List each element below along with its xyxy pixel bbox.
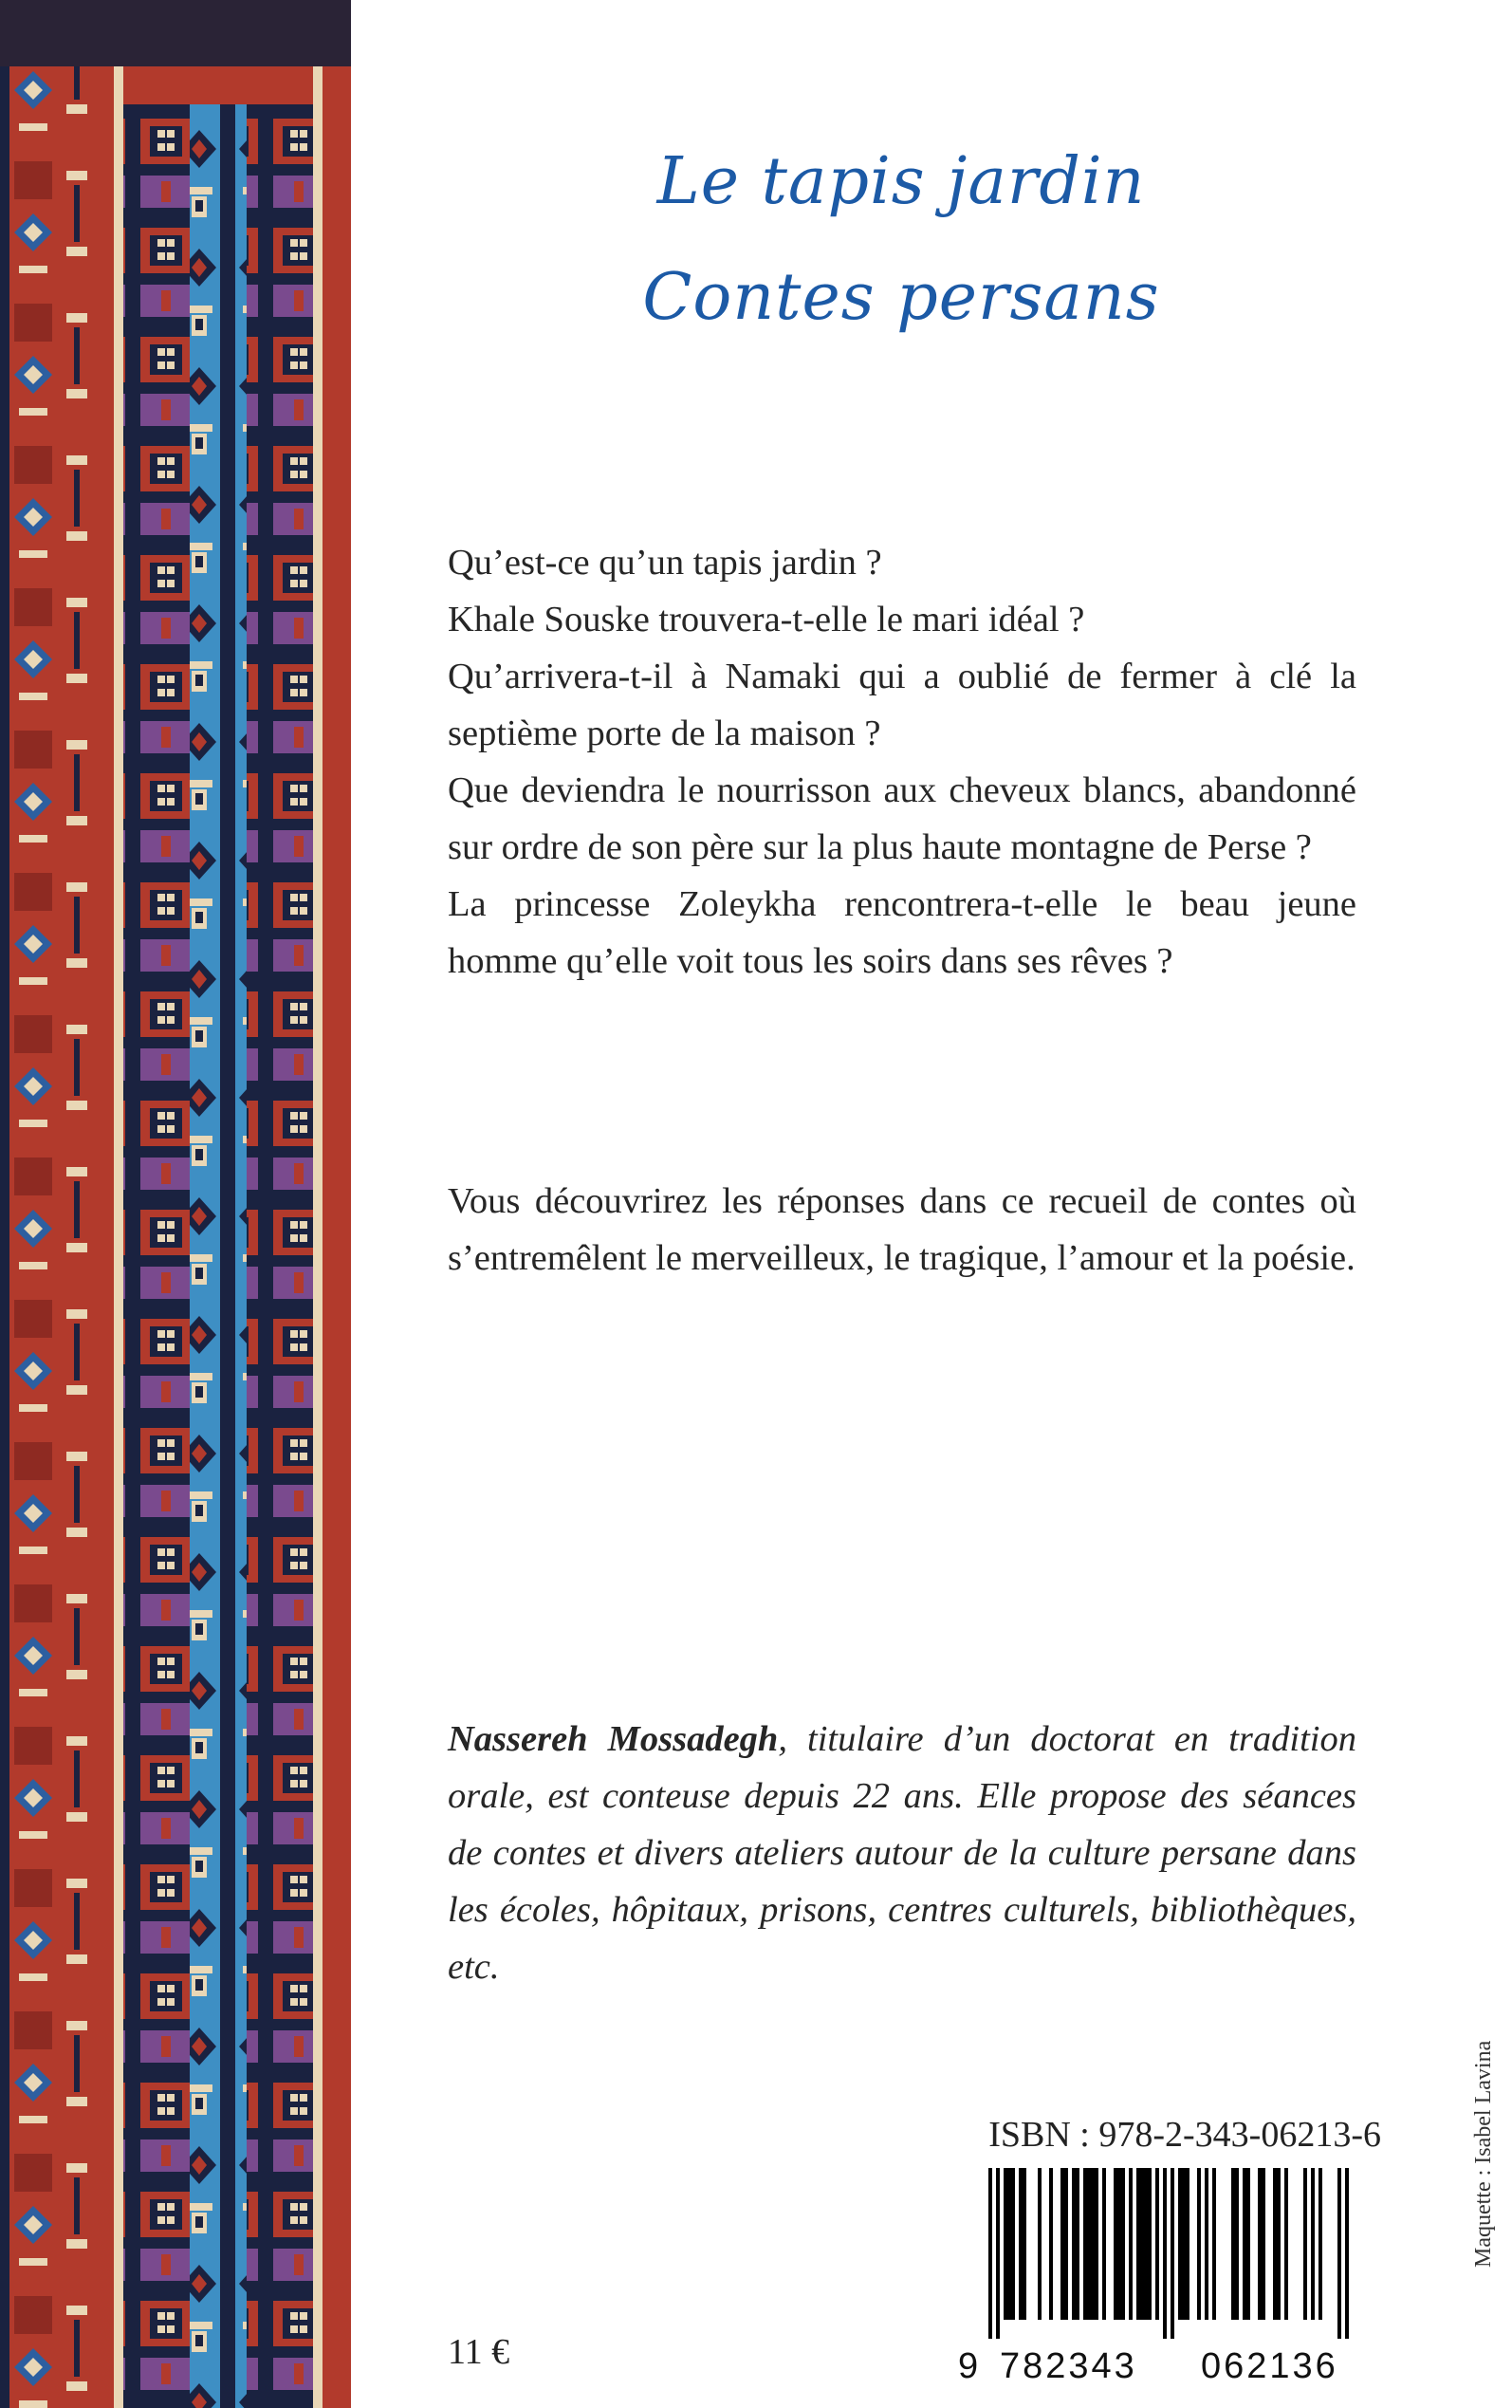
barcode <box>945 2168 1381 2386</box>
barcode-bar <box>1011 2168 1015 2320</box>
barcode-bar <box>1083 2168 1087 2320</box>
barcode-bar <box>1262 2168 1265 2320</box>
barcode-bars <box>945 2168 1381 2339</box>
carpet-border-image <box>0 0 351 2408</box>
barcode-bar <box>1076 2168 1079 2320</box>
question-2: Khale Souske trouvera-t-elle le mari idéal ? <box>448 600 1085 639</box>
question-1: Qu’est-ce qu’un tapis jardin ? <box>448 543 882 583</box>
barcode-bar <box>1345 2168 1349 2339</box>
barcode-bar <box>1235 2168 1239 2320</box>
barcode-bar <box>1337 2168 1341 2339</box>
barcode-bar <box>1243 2168 1246 2320</box>
barcode-bar <box>1019 2168 1023 2320</box>
barcode-bar <box>1258 2168 1262 2320</box>
barcode-bar <box>996 2168 1000 2339</box>
barcode-bar <box>1182 2168 1186 2320</box>
isbn-label: ISBN : 978-2-343-06213-6 <box>988 2115 1381 2155</box>
barcode-bar <box>1171 2168 1174 2339</box>
barcode-bar <box>1197 2168 1201 2320</box>
barcode-right-digits: 062136 <box>1201 2346 1338 2386</box>
design-credit: Maquette : Isabel Lavina <box>1471 2040 1496 2268</box>
book-subtitle: Contes persans <box>642 260 1160 335</box>
author-bio <box>448 1711 1356 1995</box>
question-3: Qu’arrivera-t-il à Namaki qui a oublié de fermer à clé la septième porte de la maison ? <box>448 657 1356 753</box>
barcode-bar <box>1246 2168 1250 2320</box>
barcode-bar <box>1144 2168 1148 2320</box>
barcode-bar <box>1049 2168 1053 2320</box>
barcode-bar <box>1087 2168 1091 2320</box>
barcode-bar <box>1303 2168 1307 2320</box>
barcode-left-digits: 782343 <box>1000 2346 1137 2386</box>
barcode-bar <box>1114 2168 1117 2320</box>
barcode-bar <box>988 2168 992 2339</box>
barcode-bar <box>1095 2168 1098 2320</box>
blurb-questions <box>448 534 1356 990</box>
barcode-bar <box>1178 2168 1182 2320</box>
barcode-bar <box>1038 2168 1042 2320</box>
author-bio-text: , titulaire d’un doctorat en tradition orale, est conteuse depuis 22 ans. Elle propose des séances de contes et divers ateliers autour de la culture persane dans les écoles, hôpitaux, prisons, centres culturels, bibliothèques, etc. <box>448 1719 1356 1987</box>
question-5: La princesse Zoleykha rencontrera-t-elle le beau jeune homme qu’elle voit tous les soirs dans ses rêves ? <box>448 884 1356 981</box>
author-name: Nassereh Mossadegh <box>448 1719 779 1759</box>
barcode-bar <box>1102 2168 1106 2320</box>
barcode-bar <box>1121 2168 1125 2320</box>
barcode-bar <box>1060 2168 1064 2320</box>
barcode-bar <box>1064 2168 1068 2320</box>
barcode-first-digit: 9 <box>958 2346 982 2386</box>
barcode-bar <box>1231 2168 1235 2320</box>
barcode-bar <box>1072 2168 1076 2320</box>
barcode-bar <box>1186 2168 1189 2320</box>
barcode-bar <box>1148 2168 1152 2320</box>
barcode-bar <box>1129 2168 1133 2320</box>
barcode-bar <box>1136 2168 1140 2320</box>
barcode-bar <box>1311 2168 1315 2320</box>
barcode-bar <box>1007 2168 1011 2320</box>
barcode-bar <box>1163 2168 1167 2339</box>
barcode-bar <box>1091 2168 1095 2320</box>
barcode-bar <box>1277 2168 1281 2320</box>
barcode-bar <box>1140 2168 1144 2320</box>
barcode-bar <box>1205 2168 1208 2320</box>
barcode-bar <box>1212 2168 1216 2320</box>
barcode-bar <box>1284 2168 1288 2320</box>
question-4: Que deviendra le nourrisson aux cheveux blancs, abandonné sur ordre de son père sur la plus haute montagne de Perse ? <box>448 770 1356 867</box>
book-title: Le tapis jardin <box>656 144 1146 219</box>
barcode-bar <box>1023 2168 1026 2320</box>
barcode-bar <box>1004 2168 1007 2320</box>
barcode-bar <box>1273 2168 1277 2320</box>
answer-paragraph: Vous découvrirez les réponses dans ce recueil de contes où s’entremêlent le merveilleux, le tragique, l’amour et la poésie. <box>448 1181 1356 1278</box>
barcode-bar <box>1117 2168 1121 2320</box>
price: 11 € <box>448 2332 510 2372</box>
barcode-bar <box>1155 2168 1159 2320</box>
blurb-answer <box>448 1173 1356 1287</box>
barcode-bar <box>1318 2168 1322 2320</box>
